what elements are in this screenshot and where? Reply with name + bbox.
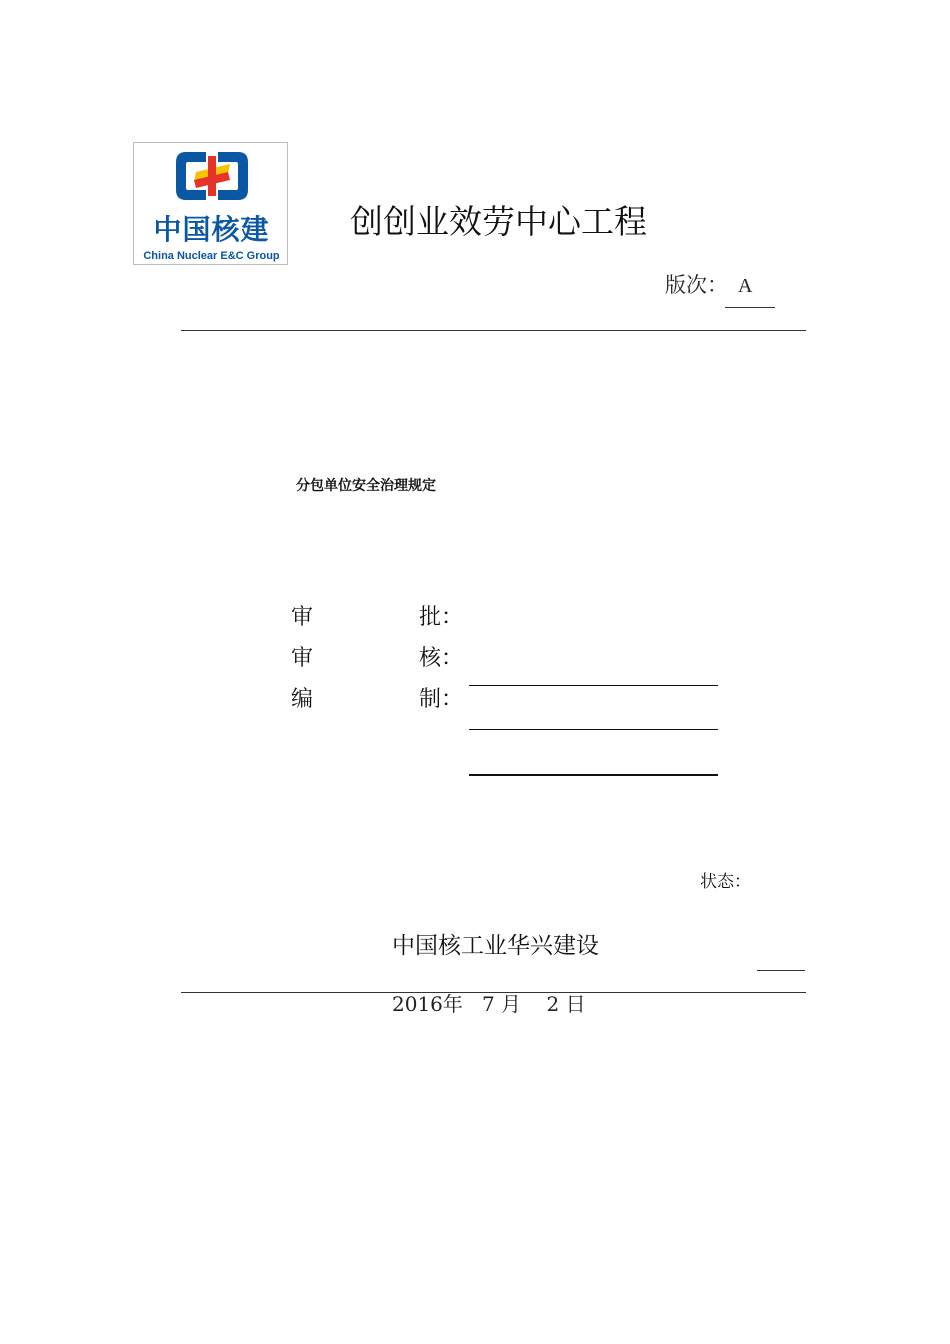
logo-chinese-name: 中国核建 (153, 213, 270, 246)
prepare-label-char1: 编 (291, 687, 314, 712)
prepare-signature-line (469, 774, 718, 776)
status-underline (757, 970, 805, 971)
review-signature-line (469, 729, 718, 730)
prepare-label-char2: 制： (419, 687, 464, 712)
version-underline (725, 307, 775, 308)
review-label-char2: 核： (419, 646, 464, 671)
document-date: 2016年 7 月 2 日 (392, 992, 586, 1016)
company-name: 中国核工业华兴建设 (392, 933, 599, 959)
project-title: 创创业效劳中心工程 (350, 202, 647, 241)
document-title: 分包单位安全治理规定 (296, 478, 436, 494)
version-label: 版次： (665, 273, 728, 297)
version-value: A (738, 275, 753, 297)
company-logo (133, 142, 288, 265)
logo-english-name: China Nuclear E&C Group (143, 250, 280, 262)
review-label-char1: 审 (291, 646, 314, 671)
status-label: 状态： (700, 872, 751, 892)
china-nuclear-logo-icon (172, 150, 252, 202)
approve-label-char2: 批： (419, 605, 464, 630)
approve-signature-line (469, 685, 718, 686)
header-divider (181, 330, 806, 331)
approve-label-char1: 审 (291, 605, 314, 630)
